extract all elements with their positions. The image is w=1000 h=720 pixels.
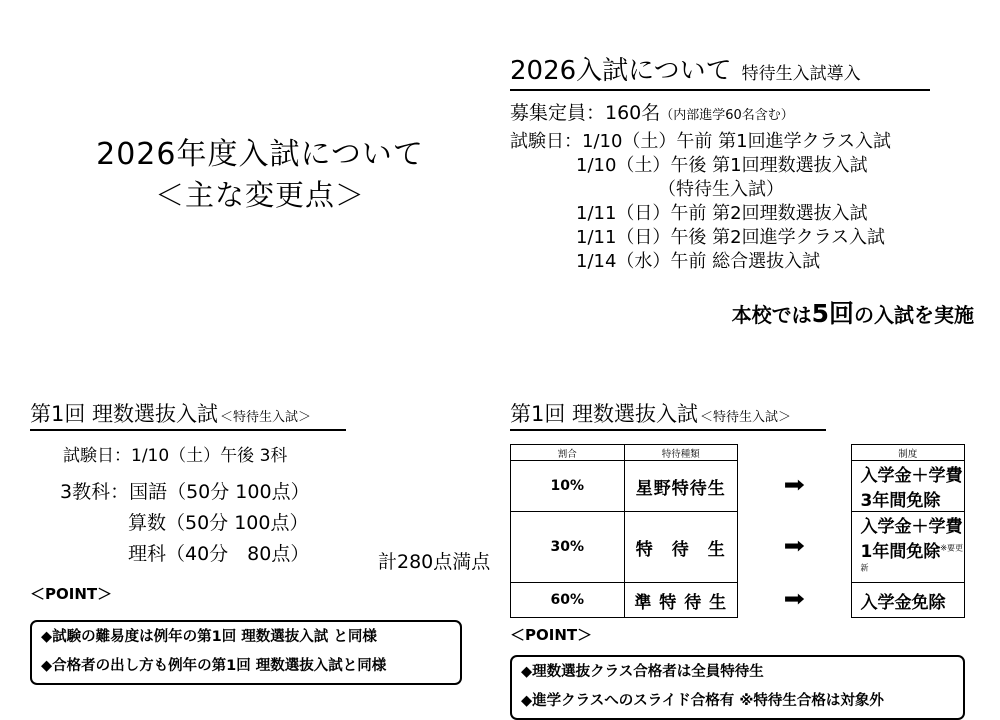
exam-date-row: 1/11（日）午前 第2回理数選抜入試 (576, 202, 868, 224)
subject-row: 3教科：国語（50分 100点） (60, 481, 310, 503)
row-type: 特 待 生 (624, 512, 738, 583)
left-point-item: ◆試験の難易度は例年の第1回 理数選抜入試 と同様 (41, 629, 377, 645)
exam-info-block (510, 50, 980, 330)
exam-date-row: 1/10（土）午後 第1回理数選抜入試 (576, 154, 868, 176)
right-point-label: ＜POINT＞ (510, 626, 593, 644)
summary-suffix: の入試を実施 (854, 302, 974, 327)
row-type: 星野特待生 (624, 461, 738, 512)
right-heading-sub: ＜特待生入試＞ (700, 410, 792, 425)
right-point-item: ◆理数選抜クラス合格者は全員特待生 (521, 664, 764, 680)
row-benefit (851, 461, 965, 512)
capacity-note: （内部進学60名含む） (660, 108, 794, 123)
capacity-row (510, 98, 980, 125)
total-score: 計280点満点 (378, 551, 491, 573)
arrow-icon (738, 461, 852, 512)
exam-dates-list (510, 130, 980, 274)
row-benefit-text: 入学金＋学費3年間免除 (860, 466, 963, 511)
right-point-box (510, 655, 965, 720)
row-benefit (851, 583, 965, 618)
arrow-icon (738, 512, 852, 583)
row-benefit-note: ※要更新 (860, 543, 964, 573)
exam-info-heading-main: 2026入試について (510, 56, 732, 86)
table-header-row (511, 445, 965, 461)
row-benefit-text: 入学金免除 (860, 592, 946, 613)
left-exam-date: 試験日：1/10（土）午後 3科 (63, 446, 288, 466)
row-type: 準 特 待 生 (624, 583, 738, 618)
exam-info-heading-sub: 特待生入試導入 (741, 64, 861, 84)
left-heading-sub: ＜特待生入試＞ (220, 410, 312, 425)
title-line-2: ＜主な変更点＞ (154, 177, 365, 212)
header-type: 特待種類 (624, 445, 738, 461)
arrow-right-icon: ➡ (783, 473, 805, 498)
table-row (511, 461, 965, 512)
exam-date-row: 1/14（水）午前 総合選抜入試 (576, 250, 821, 272)
right-section-heading (510, 398, 826, 431)
row-benefit-text: 入学金＋学費1年間免除 (860, 517, 963, 562)
left-point-box (30, 620, 462, 685)
left-point-item: ◆合格者の出し方も例年の第1回 理数選抜入試と同様 (41, 657, 387, 674)
exam-date-row: 1/11（日）午後 第2回進学クラス入試 (576, 226, 886, 248)
arrow-icon (738, 583, 852, 618)
row-benefit (851, 512, 965, 583)
exam-date-row: 試験日：1/10（土）午前 第1回進学クラス入試 (510, 131, 892, 152)
row-ratio: 30% (511, 512, 625, 583)
slide-title (60, 135, 460, 215)
exam-info-heading (510, 50, 930, 91)
left-section-heading (30, 398, 346, 431)
scholarship-table (510, 444, 965, 618)
arrow-right-icon: ➡ (783, 534, 805, 559)
exam-count-summary (510, 294, 980, 330)
subjects-block (30, 477, 490, 583)
first-round-left-block (30, 398, 490, 685)
capacity-label: 募集定員：160名 (510, 102, 661, 124)
header-ratio: 割合 (511, 445, 625, 461)
exam-date-note: （特待生入試） (658, 178, 784, 200)
summary-prefix: 本校では (731, 302, 812, 327)
subject-row: 算数（50分 100点） (128, 511, 309, 534)
first-round-right-block (510, 398, 980, 720)
row-ratio: 10% (511, 461, 625, 512)
header-benefit: 制度 (851, 445, 965, 461)
arrow-right-icon: ➡ (783, 587, 805, 612)
left-point-label: ＜POINT＞ (30, 585, 113, 603)
right-heading-main: 第1回 理数選抜入試 (510, 402, 699, 426)
table-row (511, 583, 965, 618)
summary-number: 5回 (811, 298, 854, 328)
row-ratio: 60% (511, 583, 625, 618)
table-row (511, 512, 965, 583)
header-spacer (738, 445, 852, 461)
subject-row: 理科（40分 80点） (128, 542, 310, 565)
left-heading-main: 第1回 理数選抜入試 (30, 402, 219, 426)
title-line-1: 2026年度入試について (96, 137, 424, 172)
right-point-item: ◆進学クラスへのスライド合格有 ※特待生合格は対象外 (521, 692, 884, 709)
